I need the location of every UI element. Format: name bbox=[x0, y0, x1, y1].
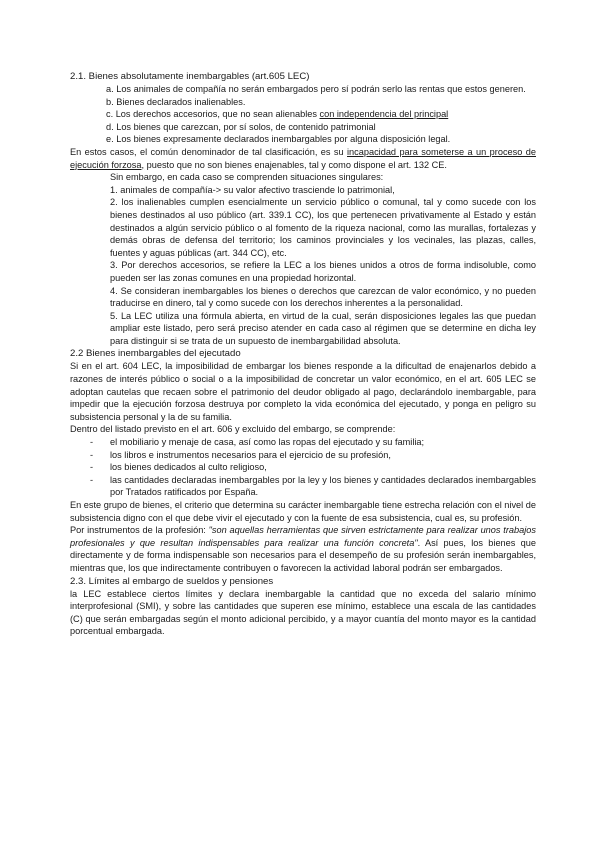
list-item-text: las cantidades declaradas inembargables por la ley y los bienes y cantidades declarados inembargables por Tratados ratificados por España. bbox=[110, 474, 536, 498]
case-item-2: 2. los inalienables cumplen esencialmente un servicio público o comunal, tal y como sucede con los bienes destinados al uso público (art. 339.1 CC), los que pertenecen privativamente al Estado y están destinados a algún servicio público o al fomento de la riqueza nacional, como las murallas, fortalezas y demás obras de defensa del territorio; los caminos provinciales y los vecinales, las plazas, calles, fuentes y aguas públicas (art. 344 CC), etc. bbox=[110, 197, 536, 258]
list-item bbox=[70, 449, 536, 462]
list-item-text: el mobiliario y menaje de casa, así como las ropas del ejecutado y su familia; bbox=[110, 437, 425, 448]
underlined-phrase: incapacidad para someterse a un proceso de ejecución forzosa, bbox=[70, 146, 536, 170]
section-2-1-heading: 2.1. Bienes absolutamente inembargables (art.605 LEC) bbox=[70, 71, 310, 82]
cases-intro: Sin embargo, en cada caso se comprenden situaciones singulares: bbox=[110, 172, 384, 183]
list-item bbox=[70, 461, 536, 474]
list-item bbox=[70, 474, 536, 499]
section-2-2-heading: 2.2 Bienes inembargables del ejecutado bbox=[70, 348, 241, 360]
list-item-c bbox=[70, 108, 536, 121]
list-item-a: a. Los animales de compañía no serán embargados pero sí podrán serlo las rentas que estos generen. bbox=[106, 84, 526, 94]
dash-bullet: - bbox=[90, 462, 94, 473]
list-item-c-underlined: con independencia del principal bbox=[319, 109, 449, 120]
document-page bbox=[70, 70, 536, 638]
list-item-d: d. Los bienes que carezcan, por sí solos, de contenido patrimonial bbox=[106, 121, 376, 132]
case-item-5: 5. La LEC utiliza una fórmula abierta, en virtud de la cual, serán disposiciones legales las que puedan ampliar este listado, pero será preciso atender en cada caso al régimen que se determine en dicha ley para distinguir si se trata de un supuesto de inembargabilidad absoluta. bbox=[110, 310, 536, 346]
paragraph-text: Por instrumentos de la profesión: bbox=[70, 525, 209, 536]
paragraph-profession-instruments bbox=[70, 524, 536, 574]
case-item-4: 4. Se consideran inembargables los bienes o derechos que carezcan de valor económico, y no pueden traducirse en dinero, tal y como sucede con los derechos inherentes a la personalidad. bbox=[110, 285, 536, 309]
list-item-b: b. Bienes declarados inalienables. bbox=[106, 96, 246, 107]
list-item-text: los bienes dedicados al culto religioso, bbox=[110, 462, 267, 473]
excluded-goods-list bbox=[70, 436, 536, 499]
paragraph-text: puesto que no son bienes enajenables, tal y como dispone el art. 132 CE. bbox=[144, 159, 447, 170]
paragraph-text: En estos casos, el común denominador de tal clasificación, es su bbox=[70, 146, 347, 157]
list-item-c-text: c. Los derechos accesorios, que no sean alienables bbox=[106, 109, 320, 120]
paragraph-text: . Así pues, los bienes que directamente y de forma indispensable son necesarios para el desempeño de su profesión serán inembargables, mientras que, los que indirectamente contribuyen o favorecen la actividad laboral podrán ser embargados. bbox=[70, 537, 536, 573]
dash-bullet: - bbox=[90, 449, 94, 460]
section-2-3-heading: 2.3. Límites al embargo de sueldos y pensiones bbox=[70, 575, 274, 587]
italic-quote: "son aquellas herramientas que sirven estrictamente para realizar unos trabajos profesionales y que resultan indispensables para realizar una función concreta" bbox=[70, 525, 536, 548]
list-item-e: e. Los bienes expresamente declarados inembargables por alguna disposición legal. bbox=[106, 134, 451, 145]
paragraph-art-606: Dentro del listado previsto en el art. 606 y excluido del embargo, se comprende: bbox=[70, 424, 396, 435]
paragraph-salary-limits: la LEC establece ciertos límites y declara inembargable la cantidad que no exceda del salario mínimo interprofesional (SMI), y sobre las cantidades que superen ese mínimo, establece una escala de las cantidades (C) que serán embargadas según el monto adicional percibido, y a mayor cuantía del monto mayor es la cantidad porcentual embargada. bbox=[70, 588, 536, 637]
paragraph-common-denominator bbox=[70, 146, 536, 171]
case-item-3: 3. Por derechos accesorios, se refiere la LEC a los bienes unidos a otros de forma indisoluble, como pueden ser las zonas comunes en una propiedad horizontal. bbox=[110, 260, 536, 283]
paragraph-subsistence: En este grupo de bienes, el criterio que determina su carácter inembargable tiene estrecha relación con el nivel de subsistencia digno con el que debe vivir el ejecutado y con la fuente de esa subsistencia, cual es, su profesión. bbox=[70, 500, 536, 523]
dash-bullet: - bbox=[90, 474, 94, 485]
case-item-1: 1. animales de compañía-> su valor afectivo trasciende lo patrimonial, bbox=[110, 184, 395, 195]
paragraph-art-604: Si en el art. 604 LEC, la imposibilidad de embargar los bienes responde a la dificultad de enajenarlos debido a razones de interés público o social o a la imposibilidad de concretar un valor económico, en el art. 605 LEC se adoptan cautelas que recaen sobre el patrimonio del deudor obligado al pago, declarándolo inembargable, para impedir que la ejecución forzosa destruya por completo la vida económica del ejecutado, y ponga en peligro su subsistencia personal y la de su familia. bbox=[70, 361, 536, 422]
list-item-text: los libros e instrumentos necesarios para el ejercicio de su profesión, bbox=[110, 449, 391, 460]
dash-bullet: - bbox=[90, 437, 94, 448]
list-item bbox=[70, 436, 536, 449]
